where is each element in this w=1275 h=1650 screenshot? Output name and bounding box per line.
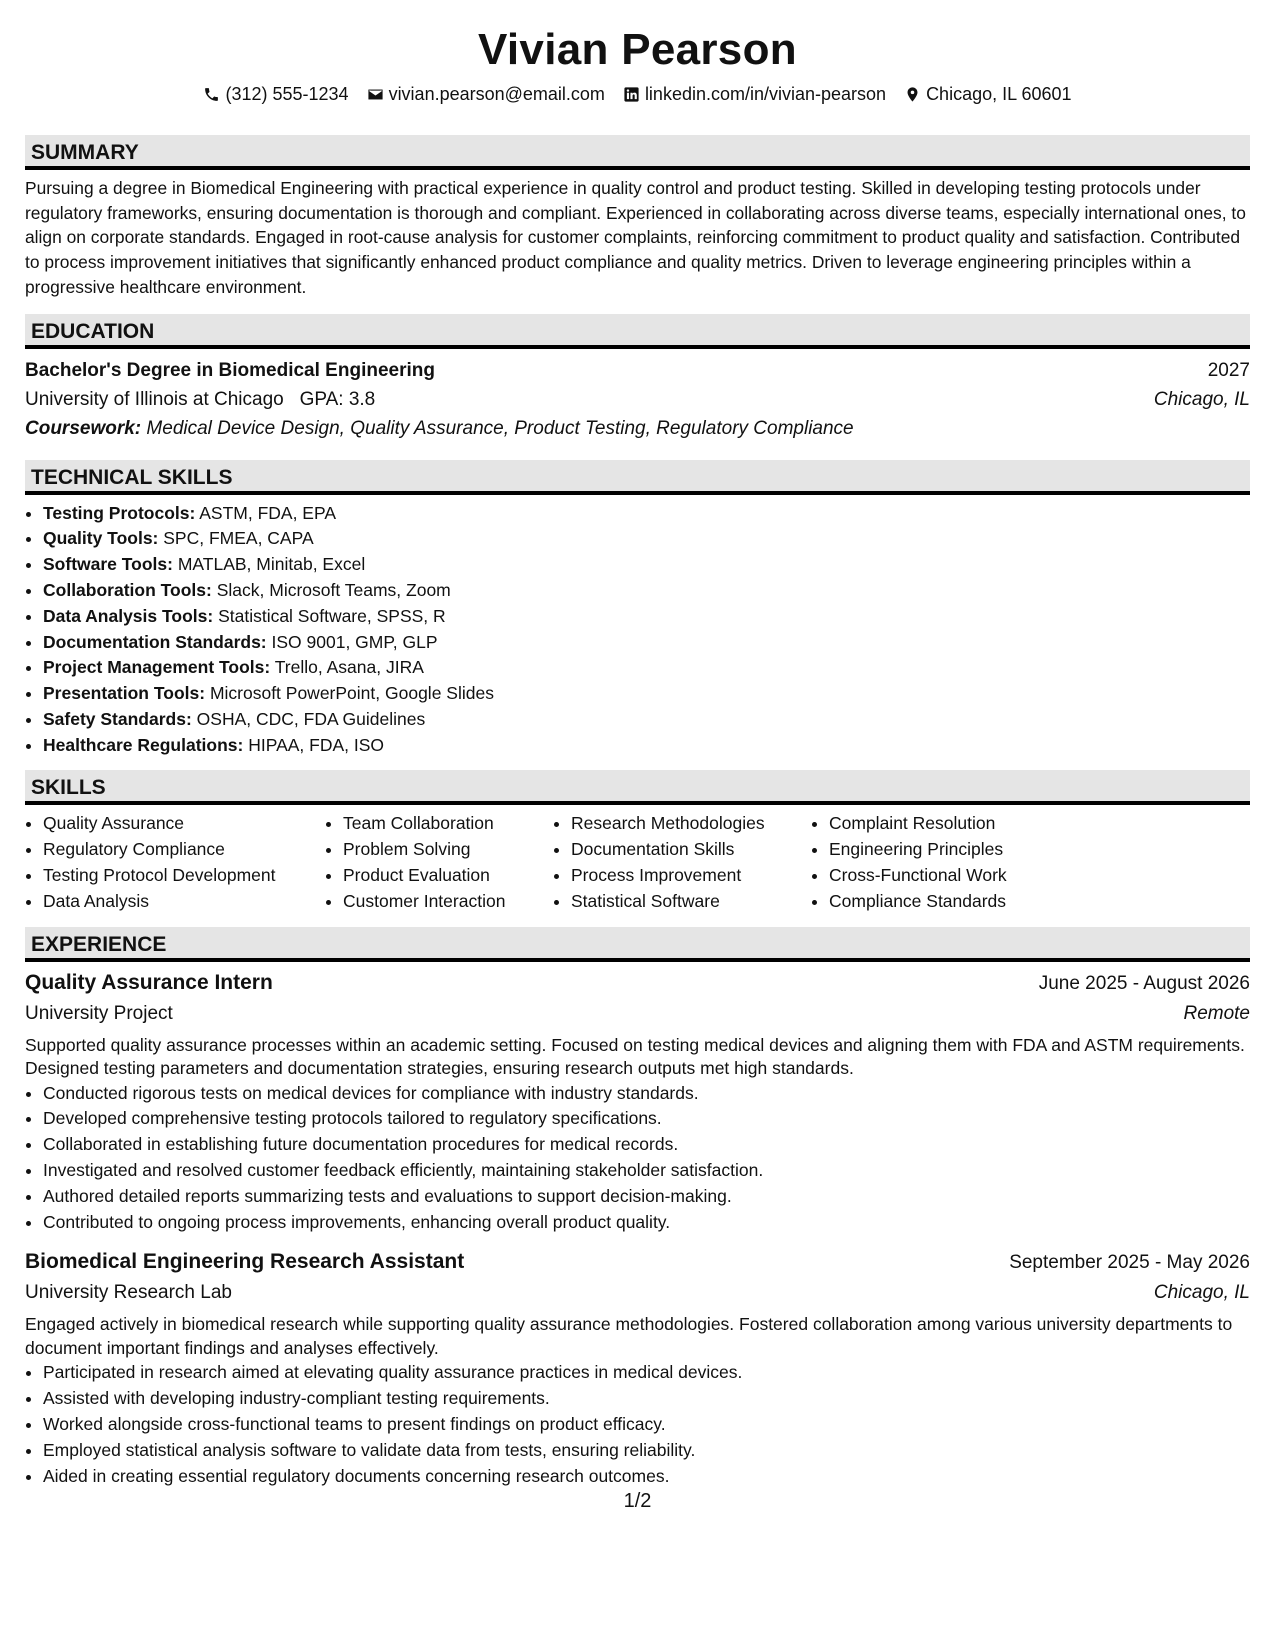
technical-skill-value: HIPAA, FDA, ISO	[248, 734, 385, 755]
job-title-row	[25, 968, 1250, 999]
map-pin-icon	[904, 86, 921, 103]
job-bullet: • Developed comprehensive testing protocols tailored to regulatory specifications.	[43, 1106, 1250, 1132]
job-bullet: • Employed statistical analysis software to validate data from tests, ensuring reliability.	[43, 1438, 1250, 1464]
technical-skill-item	[43, 578, 1250, 604]
technical-skill-value: Microsoft PowerPoint, Google Slides	[209, 683, 494, 704]
page-number: 1/2	[623, 1490, 652, 1512]
technical-skill-value: OSHA, CDC, FDA Guidelines	[196, 708, 426, 729]
experience-list	[25, 968, 1250, 1490]
technical-skill-item	[43, 526, 1250, 552]
job-location: Chicago, IL	[1153, 1282, 1250, 1304]
skill-item: • Complaint Resolution	[829, 811, 1089, 837]
skills-grid	[25, 811, 1250, 914]
phone-icon	[203, 86, 220, 103]
contact-phone	[203, 82, 348, 106]
gpa: GPA: 3.8	[299, 388, 376, 410]
skill-item: • Research Methodologies	[571, 811, 811, 837]
school-name: University of Illinois at Chicago	[25, 388, 284, 410]
contact-linkedin[interactable]	[623, 82, 886, 106]
technical-skill-item	[43, 630, 1250, 656]
job-bullets	[25, 1081, 1250, 1236]
job-title-row	[25, 1247, 1250, 1278]
skill-item: • Customer Interaction	[343, 889, 553, 915]
degree: Bachelor's Degree in Biomedical Engineering	[25, 359, 435, 381]
skill-item: • Testing Protocol Development	[43, 863, 325, 889]
technical-skill-item	[43, 655, 1250, 681]
job-bullet: • Participated in research aimed at elevating quality assurance practices in medical devices.	[43, 1360, 1250, 1386]
skill-item: • Statistical Software	[571, 889, 811, 915]
job-bullet: • Assisted with developing industry-compliant testing requirements.	[43, 1386, 1250, 1412]
skill-item: • Documentation Skills	[571, 837, 811, 863]
technical-skill-label: Testing Protocols:	[43, 502, 196, 523]
skill-item: • Data Analysis	[43, 889, 325, 915]
technical-skill-label: Project Management Tools:	[43, 657, 271, 678]
skill-item: • Product Evaluation	[343, 863, 553, 889]
education-header: EDUCATION	[25, 314, 1250, 349]
skill-item: • Cross-Functional Work	[829, 863, 1089, 889]
technical-skill-value: Statistical Software, SPSS, R	[218, 605, 446, 626]
job-description: Engaged actively in biomedical research while supporting quality assurance methodologies. Fostered collaboration among various university departments to document important findings and analyses effectively.	[25, 1314, 1233, 1358]
job-entry	[25, 1247, 1250, 1489]
education-row-2	[25, 385, 1250, 414]
job-bullet: • Aided in creating essential regulatory documents concerning research outcomes.	[43, 1464, 1250, 1490]
technical-skill-item	[43, 501, 1250, 527]
job-entry	[25, 968, 1250, 1236]
job-organization: University Research Lab	[25, 1282, 232, 1304]
technical-skill-item	[43, 733, 1250, 759]
school	[25, 385, 375, 414]
coursework-list: Medical Device Design, Quality Assurance, Product Testing, Regulatory Compliance	[146, 417, 854, 439]
technical-skill-value: Trello, Asana, JIRA	[274, 657, 424, 678]
linkedin-icon	[623, 86, 640, 103]
job-bullet: • Collaborated in establishing future documentation procedures for medical records.	[43, 1132, 1250, 1158]
resume-page	[25, 0, 1250, 1489]
skills-column	[553, 811, 811, 914]
skills-column	[811, 811, 1089, 914]
school-location: Chicago, IL	[1153, 388, 1250, 410]
contact-bar	[25, 82, 1250, 106]
contact-location	[904, 82, 1071, 106]
skill-item: • Process Improvement	[571, 863, 811, 889]
summary-header: SUMMARY	[25, 135, 1250, 170]
experience-header: EXPERIENCE	[25, 927, 1250, 962]
technical-skill-label: Collaboration Tools:	[43, 579, 212, 600]
technical-skill-label: Documentation Standards:	[43, 631, 267, 652]
technical-skill-label: Software Tools:	[43, 554, 173, 575]
skill-item: • Team Collaboration	[343, 811, 553, 837]
job-title: Quality Assurance Intern	[25, 970, 273, 994]
job-org-row	[25, 1278, 1250, 1308]
technical-skills-header: TECHNICAL SKILLS	[25, 460, 1250, 495]
job-organization: University Project	[25, 1002, 173, 1024]
job-description: Supported quality assurance processes within an academic setting. Focused on testing medical devices and aligning them with FDA and ASTM requirements. Designed testing parameters and documentation strategies, ensuring research outputs met high standards.	[25, 1034, 1245, 1079]
job-dates: June 2025 - August 2026	[1038, 972, 1250, 994]
job-bullet: • Worked alongside cross-functional teams to present findings on product efficacy.	[43, 1412, 1250, 1438]
job-bullet: • Investigated and resolved customer feedback efficiently, maintaining stakeholder satisfaction.	[43, 1158, 1250, 1184]
technical-skill-label: Presentation Tools:	[43, 683, 206, 704]
skills-header: SKILLS	[25, 770, 1250, 805]
technical-skill-label: Safety Standards:	[43, 708, 192, 729]
coursework	[25, 414, 1250, 443]
coursework-label: Coursework:	[25, 417, 142, 439]
technical-skill-value: ISO 9001, GMP, GLP	[271, 631, 438, 652]
job-bullet: • Conducted rigorous tests on medical devices for compliance with industry standards.	[43, 1081, 1250, 1107]
phone-text: (312) 555-1234	[225, 84, 349, 104]
technical-skill-item	[43, 552, 1250, 578]
skill-item: • Quality Assurance	[43, 811, 325, 837]
skills-column	[325, 811, 553, 914]
job-bullet: • Authored detailed reports summarizing tests and evaluations to support decision-making.	[43, 1184, 1250, 1210]
technical-skill-value: MATLAB, Minitab, Excel	[177, 554, 366, 575]
graduation-year: 2027	[1207, 359, 1250, 381]
email-text[interactable]: vivian.pearson@email.com	[388, 84, 605, 104]
job-title: Biomedical Engineering Research Assistant	[25, 1250, 465, 1274]
technical-skill-label: Quality Tools:	[43, 528, 159, 549]
skill-item: • Engineering Principles	[829, 837, 1089, 863]
job-location: Remote	[1183, 1002, 1250, 1024]
summary-text: Pursuing a degree in Biomedical Engineering with practical experience in quality control and product testing. Skilled in developing testing protocols under regulatory frameworks, ensuring documentation is thorough and compliant. Experienced in collaborating across diverse teams, especially international ones, to align on corporate standards. Engaged in root-cause analysis for customer complaints, reinforcing commitment to product quality and satisfaction. Contributed to process improvement initiatives that significantly enhanced product compliance and quality metrics. Driven to leverage engineering principles within a progressive healthcare environment.	[25, 178, 1246, 297]
skills-column	[25, 811, 325, 914]
education-entry	[25, 356, 1250, 443]
job-org-row	[25, 999, 1250, 1029]
technical-skill-item	[43, 707, 1250, 733]
skill-item: • Problem Solving	[343, 837, 553, 863]
contact-email[interactable]	[367, 82, 605, 106]
technical-skill-label: Data Analysis Tools:	[43, 605, 214, 626]
job-bullet: • Contributed to ongoing process improvements, enhancing overall product quality.	[43, 1210, 1250, 1236]
skill-item: • Regulatory Compliance	[43, 837, 325, 863]
envelope-icon	[367, 86, 384, 103]
job-bullets	[25, 1360, 1250, 1489]
technical-skill-label: Healthcare Regulations:	[43, 734, 244, 755]
technical-skill-item	[43, 604, 1250, 630]
technical-skill-value: ASTM, FDA, EPA	[199, 502, 337, 523]
candidate-name: Vivian Pearson	[478, 25, 797, 74]
education-row-1	[25, 356, 1250, 385]
linkedin-text[interactable]: linkedin.com/in/vivian-pearson	[644, 84, 887, 104]
location-text: Chicago, IL 60601	[926, 84, 1072, 104]
skill-item: • Compliance Standards	[829, 889, 1089, 915]
technical-skills-list	[25, 501, 1250, 759]
technical-skill-value: SPC, FMEA, CAPA	[163, 528, 314, 549]
technical-skill-item	[43, 681, 1250, 707]
job-dates: September 2025 - May 2026	[1009, 1252, 1250, 1274]
technical-skill-value: Slack, Microsoft Teams, Zoom	[216, 579, 451, 600]
